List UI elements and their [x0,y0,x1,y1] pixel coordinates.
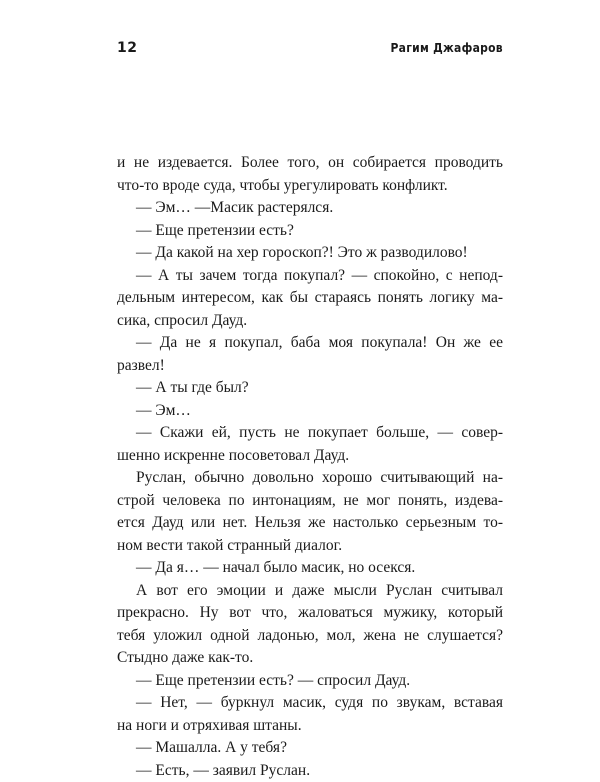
text-line: — Эм… [117,400,503,423]
text-line: — Еще претензии есть? — спросил Дауд. [117,670,503,693]
text-line: — Да не я покупал, баба моя покупала! Он же ее [117,332,503,355]
running-title-author: Рагим Джафаров [391,41,503,55]
page-header [117,40,503,58]
text-line: — Нет, — буркнул масик, судя по звукам, вставая [117,692,503,715]
text-line: — Да я… — начал было масик, но осекся. [117,557,503,580]
text-line: на ноги и отряхивая штаны. [117,715,503,738]
text-line: развел! [117,355,503,378]
text-line: — Машалла. А у тебя? [117,737,503,760]
text-line: — Есть, — заявил Руслан. [117,760,503,782]
text-line: Стыдно даже как-то. [117,647,503,670]
text-line: ется Дауд или нет. Нельзя же настолько серьезным то- [117,512,503,535]
text-line: прекрасно. Ну вот что, жаловаться мужику, который [117,602,503,625]
page-number: 12 [117,40,137,56]
text-line: строй человека по интонациям, не мог понять, издева- [117,490,503,513]
text-line: — Еще претензии есть? [117,220,503,243]
text-line: сика, спросил Дауд. [117,310,503,333]
text-line: — А ты зачем тогда покупал? — спокойно, с непод- [117,265,503,288]
text-line: А вот его эмоции и даже мысли Руслан считывал [117,580,503,603]
text-line: — Скажи ей, пусть не покупает больше, — совер- [117,422,503,445]
text-line: и не издевается. Более того, он собирается проводить [117,152,503,175]
text-line: — Да какой на хер гороскоп?! Это ж разводилово! [117,242,503,265]
text-line: что-то вроде суда, чтобы урегулировать конфликт. [117,175,503,198]
text-line: шенно искренне посоветовал Дауд. [117,445,503,468]
text-line: Руслан, обычно довольно хорошо считывающий на- [117,467,503,490]
text-line: — А ты где был? [117,377,503,400]
body-text [117,152,503,782]
text-line: тебя уложил одной ладонью, мол, жена не слушается? [117,625,503,648]
text-line: ном вести такой странный диалог. [117,535,503,558]
text-line: — Эм… —Масик растерялся. [117,197,503,220]
text-line: дельным интересом, как бы стараясь понять логику ма- [117,287,503,310]
